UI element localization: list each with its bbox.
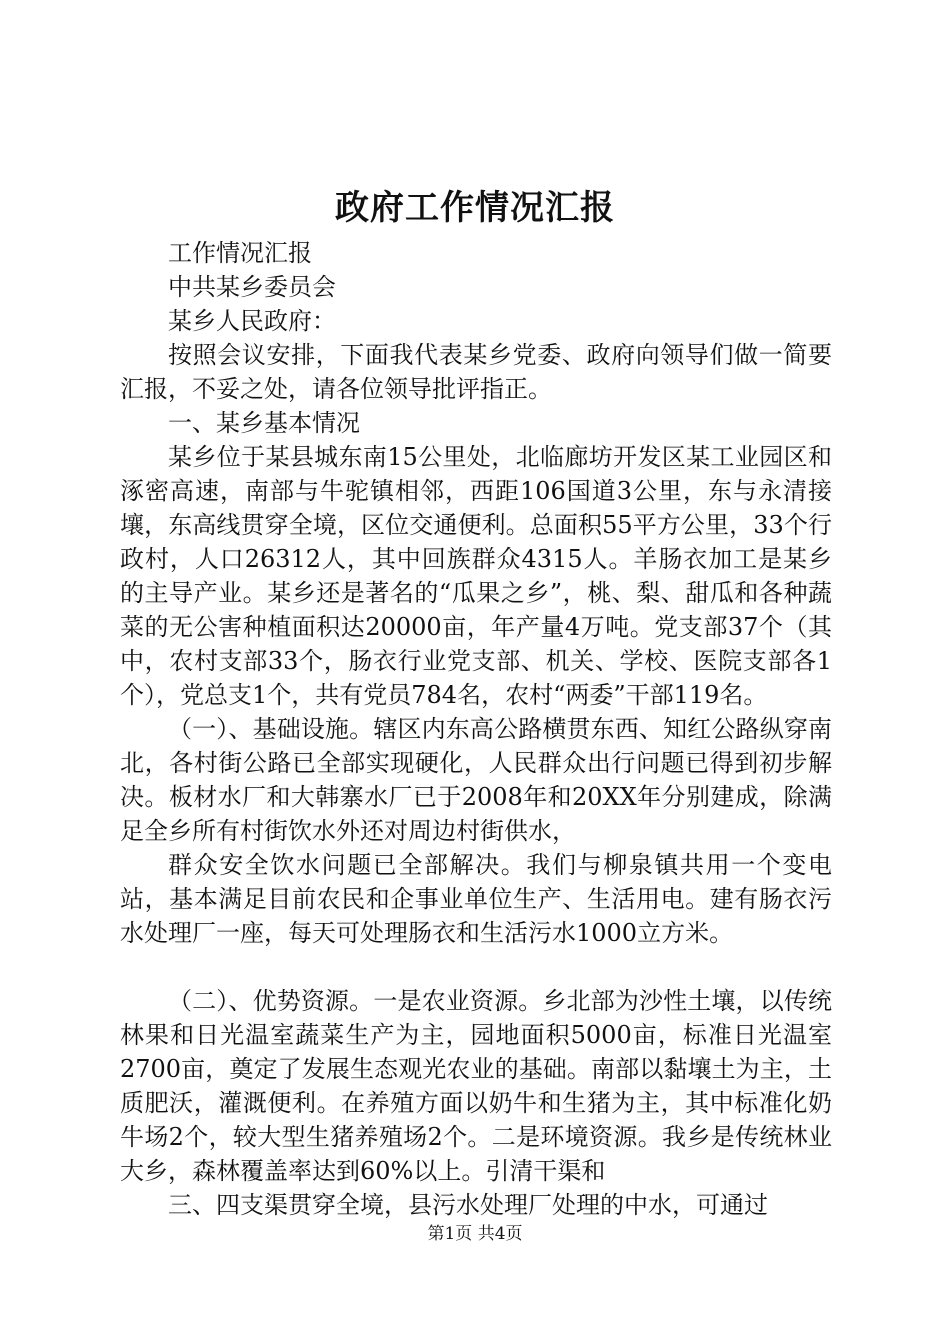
- section-heading-basic-info: 一、某乡基本情况: [168, 409, 360, 437]
- paragraph-water-power: 群众安全饮水问题已全部解决。我们与柳泉镇共用一个变电站，基本满足目前农民和企事业单位生产、生活用电。建有肠衣污水处理厂一座，每天可处理肠衣和生活污水1000立方米。: [120, 851, 832, 947]
- paragraph-intro: 按照会议安排，下面我代表某乡党委、政府向领导们做一简要汇报，不妥之处，请各位领导批评指正。: [120, 341, 832, 403]
- paragraph-canals: 三、四支渠贯穿全境，县污水处理厂处理的中水，可通过: [168, 1191, 768, 1219]
- paragraph-party-committee: 中共某乡委员会: [168, 273, 336, 301]
- paragraph-heading-report: 工作情况汇报: [168, 239, 312, 267]
- paragraph-infrastructure: （一）、基础设施。辖区内东高公路横贯东西、知红公路纵穿南北，各村街公路已全部实现硬化，人民群众出行问题已得到初步解决。板材水厂和大韩寨水厂已于2008年和20XX年分别建成，除满足全乡所有村街饮水外还对周边村街供水，: [120, 715, 832, 845]
- page-footer: 第1页 共4页: [427, 1224, 523, 1244]
- paragraph-government: 某乡人民政府：: [168, 307, 336, 335]
- document-body: [120, 236, 832, 1222]
- paragraph-basic-info: 某乡位于某县城东南15公里处，北临廊坊开发区某工业园区和涿密高速，南部与牛驼镇相邻，西距106国道3公里，东与永清接壤，东高线贯穿全境，区位交通便利。总面积55平方公里，33个行政村，人口26312人，其中回族群众4315人。羊肠衣加工是某乡的主导产业。某乡还是著名的“瓜果之乡”，桃、梨、甜瓜和各种蔬菜的无公害种植面积达20000亩，年产量4万吨。党支部37个（其中，农村支部33个，肠衣行业党支部、机关、学校、医院支部各1个），党总支1个，共有党员784名，农村“两委”干部119名。: [120, 443, 832, 709]
- paragraph-advantages: （二）、优势资源。一是农业资源。乡北部为沙性土壤，以传统林果和日光温室蔬菜生产为主，园地面积5000亩，标准日光温室2700亩，奠定了发展生态观光农业的基础。南部以黏壤土为主，土质肥沃，灌溉便利。在养殖方面以奶牛和生猪为主，其中标准化奶牛场2个，较大型生猪养殖场2个。二是环境资源。我乡是传统林业大乡，森林覆盖率达到60%以上。引清干渠和: [120, 987, 832, 1185]
- document-title: 政府工作情况汇报: [335, 188, 615, 228]
